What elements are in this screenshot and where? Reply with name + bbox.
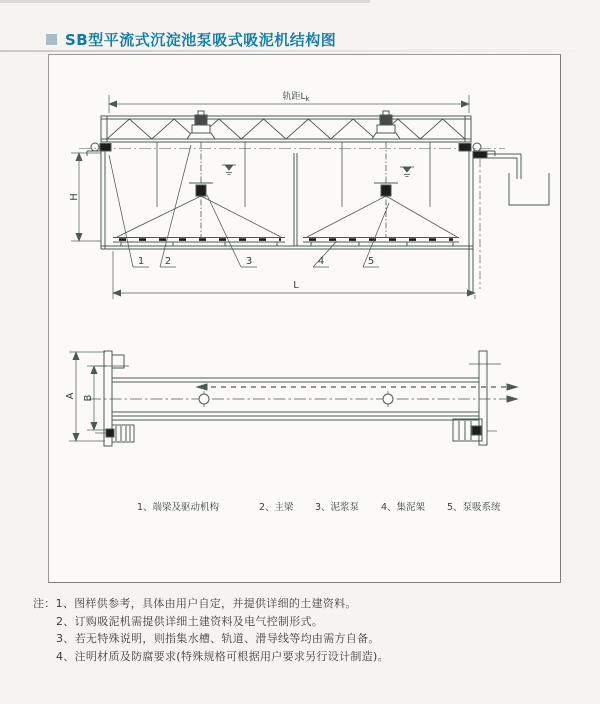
part-label-5: 5 xyxy=(367,256,375,267)
suction-system-right-bay xyxy=(303,142,459,246)
title-square-bullet-icon xyxy=(46,34,57,45)
note-text-1: 1、图样供参考，具体由用户自定，并提供详细的土建资料。 xyxy=(55,597,357,610)
parts-legend xyxy=(137,501,501,513)
plan-view xyxy=(65,351,517,446)
dim-label-height: H xyxy=(69,193,80,201)
dim-rail-gauge xyxy=(109,90,469,113)
dim-label-width-outer: A xyxy=(65,392,76,400)
scan-edge-artifact xyxy=(0,0,370,3)
travel-centerline xyxy=(89,396,517,402)
suction-system-left-bay xyxy=(113,142,285,246)
dim-label-rail-gauge: 轨距$L_k$ xyxy=(282,92,310,103)
legend-item-2: 2、主梁 xyxy=(259,502,294,513)
note-line-2: 2、订购吸泥机需提供详细土建资料及电气控制形式。 xyxy=(56,614,324,628)
legend-item-1: 1、端梁及驱动机构 xyxy=(137,502,220,513)
part-label-2: 2 xyxy=(164,256,172,267)
water-level-icon xyxy=(222,165,414,177)
dim-height xyxy=(69,153,101,241)
slurry-pump-top-1 xyxy=(187,111,215,139)
sliding-contact-line xyxy=(197,384,517,390)
truss-main-girder xyxy=(101,116,471,142)
legend-item-5: 5、泵吸系统 xyxy=(447,502,501,513)
part-label-1: 1 xyxy=(137,256,145,267)
note-line-1 xyxy=(33,595,389,613)
elevation-view xyxy=(69,90,549,299)
drive-motor-right xyxy=(453,419,497,441)
note-prefix: 注： xyxy=(33,597,56,610)
title-divider xyxy=(0,50,600,52)
structure-drawing xyxy=(49,55,560,582)
page-title: SB型平流式沉淀池泵吸式吸泥机结构图 xyxy=(65,31,337,49)
note-line-3: 3、若无特殊说明，则指集水槽、轨道、滑导线等均由需方自备。 xyxy=(56,632,380,645)
drive-motor-left xyxy=(106,425,134,442)
legend-item-3: 3、泥浆泵 xyxy=(315,502,360,513)
dim-width-inner xyxy=(83,366,107,430)
discharge-pipe-and-trough xyxy=(473,152,549,290)
note-line-4: 4、注明材质及防腐要求(特殊规格可根据用户要求另行设计制造)。 xyxy=(56,649,389,663)
notes-section xyxy=(33,595,389,665)
dim-label-width-inner: B xyxy=(83,394,94,402)
legend-item-4: 4、集泥架 xyxy=(381,502,426,513)
rail-and-end-carriages xyxy=(79,143,505,151)
page-header xyxy=(46,29,336,50)
dim-label-length: L xyxy=(293,280,299,291)
slurry-pump-top-2 xyxy=(372,111,400,139)
drawing-frame xyxy=(48,54,561,583)
part-label-4: 4 xyxy=(317,256,325,267)
part-label-3: 3 xyxy=(245,256,253,267)
